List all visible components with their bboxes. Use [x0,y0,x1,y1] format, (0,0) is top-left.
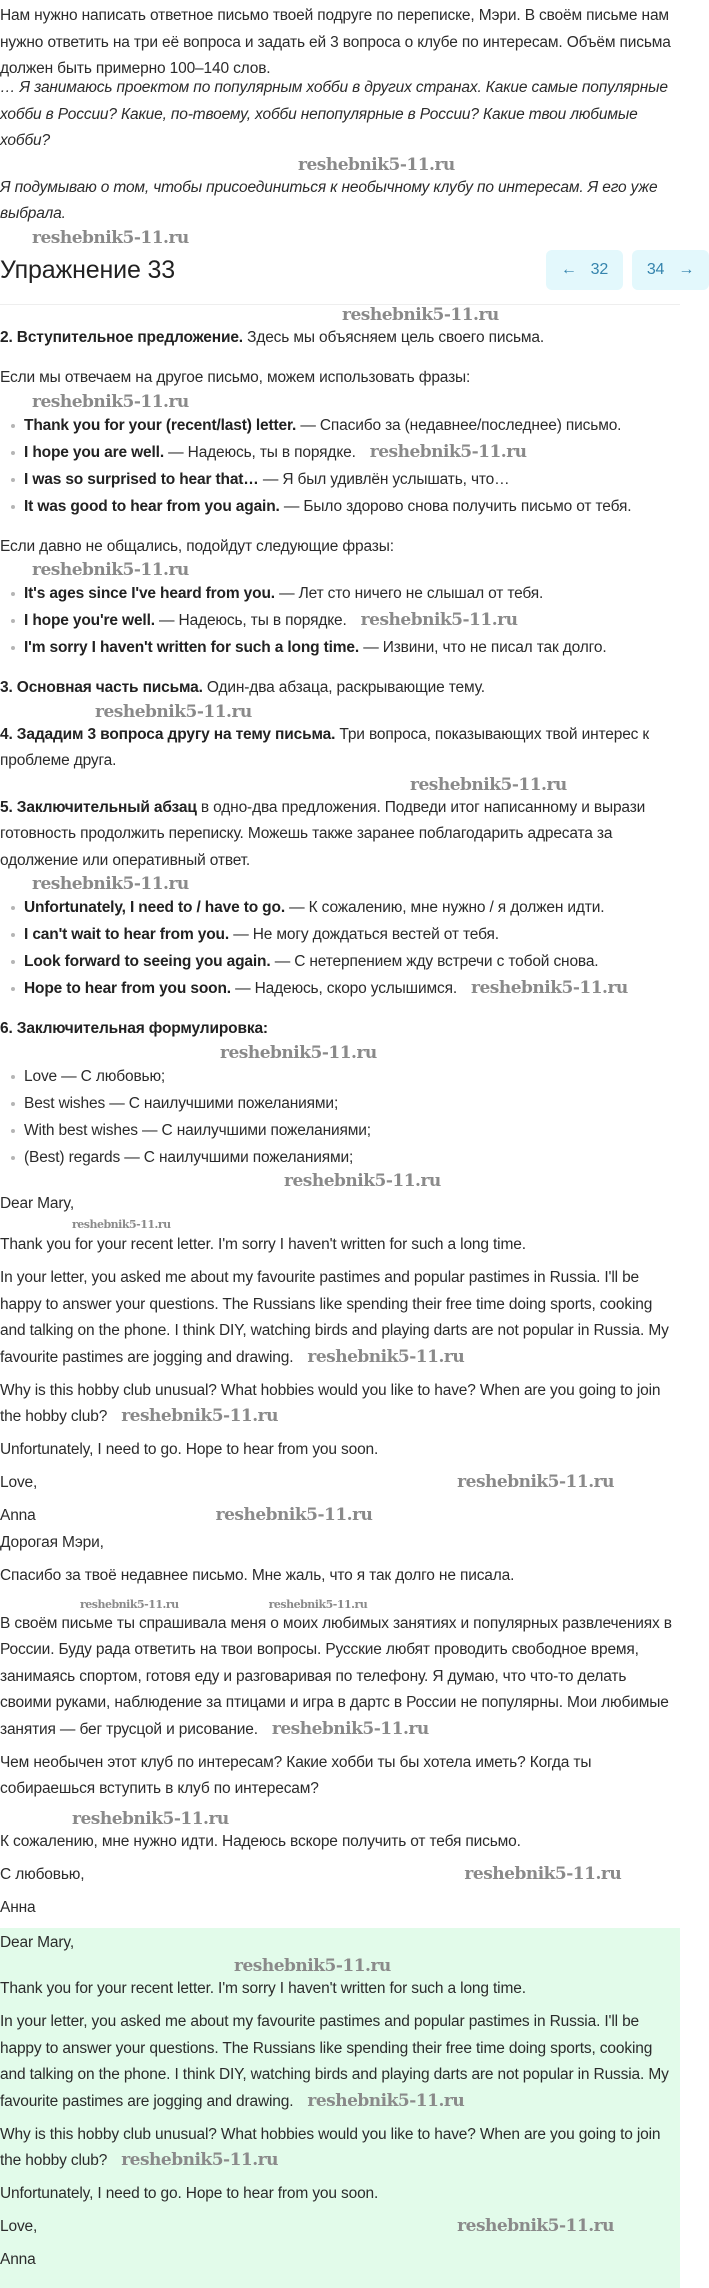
letter-paragraph: In your letter, you asked me about my favourite pastimes and popular pastimes in Russia. I'll be happy to answer your questions. The Russians like spending their free time doing sports, cooking and talking on the phone. I think DIY, watching birds and playing darts are not popular in Russia. My favourite pastimes are jogging and drawing. reshebnik5-11.ru [0,2013,669,2111]
watermark: reshebnik5-11.ru [215,1505,373,1525]
letter-greeting: Dear Mary, [0,1194,75,1212]
quote-paragraph-2: Я подумываю о том, чтобы присоединиться к необычному клубу по интересам. Я его уже выбрала. [0,178,658,222]
watermark: reshebnik5-11.ru [410,774,567,795]
watermark: reshebnik5-11.ru [369,441,527,462]
prev-exercise-label: 32 [590,260,609,278]
letter-paragraph: In your letter, you asked me about my favourite pastimes and popular pastimes in Russia. I'll be happy to answer your questions. The Russians like spending their free time doing sports, cooking and talking on the phone. I think DIY, watching birds and playing darts are not popular in Russia. My favourite pastimes are jogging and drawing. reshebnik5-11.ru [0,1269,669,1367]
list-item: It's ages since I've heard from you. — Лет сто ничего не слышал от тебя. [0,580,680,607]
watermark: reshebnik5-11.ru [457,1472,614,1492]
watermark: reshebnik5-11.ru [307,1346,465,1367]
section-4: 4. Зададим 3 вопроса другу на тему письма. Три вопроса, показывающих твой интерес к проблеме друга. [0,725,650,769]
letter-paragraph: Unfortunately, I need to go. Hope to hear from you soon. [0,1441,379,1458]
letter-closing: Love, reshebnik5-11.ru [0,2216,614,2236]
letter-signature: Анна [0,1899,36,1916]
list-item: It was good to hear from you again. — Было здорово снова получить письмо от тебя. [0,493,680,520]
list-item: Hope to hear from you soon. — Надеюсь, скоро услышимся. reshebnik5-11.ru [0,975,680,1002]
quote-paragraph-1: … Я занимаюсь проектом по популярным хобби в других странах. Какие самые популярные хобби в России? Какие, по-твоему, хобби непопулярные в России? Какие твои любимые хобби? [0,79,668,149]
letter-paragraph: Чем необычен этот клуб по интересам? Какие хобби ты бы хотела иметь? Когда ты собираешься вступить в клуб по интересам? [0,1753,592,1797]
guide [0,325,680,1191]
watermark: reshebnik5-11.ru [32,874,189,894]
watermark: reshebnik5-11.ru [470,978,628,998]
reply-phrases-list [0,412,680,520]
watermark: reshebnik5-11.ru [457,2216,614,2236]
letter-signature: Anna reshebnik5-11.ru [0,1505,373,1525]
letter-paragraph: К сожалению, мне нужно идти. Надеюсь вскоре получить от тебя письмо. [0,1833,521,1850]
watermark: reshebnik5-11.ru [72,1218,171,1231]
section-2-heading: 2. Вступительное предложение. [0,328,243,346]
letter-paragraph: Спасибо за твоё недавнее письмо. Мне жаль, что я так долго не писала. [0,1566,515,1584]
letter-paragraph: Why is this hobby club unusual? What hobbies would you like to have? When are you going to join the hobby club? reshebnik5-11.ru [0,2125,661,2170]
watermark: reshebnik5-11.ru [307,2090,465,2111]
next-exercise-button[interactable] [632,250,709,290]
letter-paragraph: Thank you for your recent letter. I'm sorry I haven't written for such a long time. [0,1236,526,1253]
letter-greeting: Dear Mary, [0,1933,75,1951]
list-item: I hope you are well. — Надеюсь, ты в порядке. reshebnik5-11.ru [0,439,680,466]
list-item: I can't wait to hear from you. — Не могу дождаться вестей от тебя. [0,921,680,948]
signoffs-list [0,1063,680,1171]
letter-signature: Anna [0,2251,36,2268]
list-item: Thank you for your (recent/last) letter. — Спасибо за (недавнее/последнее) письмо. [0,412,680,439]
answer-box [0,1928,680,2288]
page-title: Упражнение 33 [0,255,176,284]
letter-greeting: Дорогая Мэри, [0,1533,104,1551]
letter-paragraph: В своём письме ты спрашивала меня о моих любимых занятиях и популярных развлечениях в России. Буду рада ответить на твои вопросы. Русские любят проводить свободное время, занимаясь спортом, готовя еду и разговаривая по телефону. Я думаю, что что-то делать своими руками, наблюдение за птицами и игра в дартс в России не популярны. Мои любимые занятия — бег трусцой и рисование. reshebnik5-11.ru [0,1614,672,1739]
list-item: (Best) regards — С наилучшими пожеланиями; [0,1144,680,1171]
watermark: reshebnik5-11.ru [298,154,455,175]
watermark: reshebnik5-11.ru [284,1170,441,1191]
letter-russian [0,1530,680,1922]
section-2-text: Здесь мы объясняем цель своего письма. [242,328,545,346]
arrow-right-icon: → [678,260,695,278]
list-item: I was so surprised to hear that… — Я был удивлён услышать, что… [0,466,680,493]
watermark: reshebnik5-11.ru [72,1809,229,1829]
watermark-row [0,1596,680,1611]
arrow-left-icon: ← [560,260,577,278]
task-text [0,3,680,77]
watermark: reshebnik5-11.ru [80,1597,179,1611]
section-3: 3. Основная часть письма. Один-два абзаца, раскрывающие тему. [0,679,485,696]
letter-paragraph: Unfortunately, I need to go. Hope to hear from you soon. [0,2185,379,2202]
watermark: reshebnik5-11.ru [121,2150,278,2170]
section-5: 5. Заключительный абзац в одно-два предложения. Подведи итог написанному и вырази готовность продолжить переписку. Можешь также заранее поблагодарить адресата за одолжение или оперативный ответ. [0,798,646,869]
watermark: reshebnik5-11.ru [234,1956,391,1976]
prev-exercise-button[interactable] [546,250,623,290]
watermark: reshebnik5-11.ru [121,1406,278,1426]
list-item: Look forward to seeing you again. — С нетерпением жду встречи с тобой снова. [0,948,680,975]
reply-intro: Если мы отвечаем на другое письмо, можем использовать фразы: [0,369,471,386]
watermark: reshebnik5-11.ru [360,610,518,630]
watermark: reshebnik5-11.ru [271,1718,429,1739]
watermark: reshebnik5-11.ru [220,1042,377,1063]
watermark: reshebnik5-11.ru [95,701,252,722]
next-exercise-label: 34 [646,260,665,278]
watermark: reshebnik5-11.ru [32,391,189,412]
letter-paragraph: Thank you for your recent letter. I'm sorry I haven't written for such a long time. [0,1980,526,1997]
long-phrases-list [0,580,680,661]
watermark: reshebnik5-11.ru [32,560,189,580]
list-item: With best wishes — С наилучшими пожеланиями; [0,1117,680,1144]
list-item: Love — С любовью; [0,1063,680,1090]
watermark: reshebnik5-11.ru [268,1597,368,1611]
task-quote [0,75,680,228]
list-item: I hope you're well. — Надеюсь, ты в порядке. reshebnik5-11.ru [0,607,680,634]
watermark: reshebnik5-11.ru [342,304,499,325]
watermark: reshebnik5-11.ru [32,227,189,248]
list-item: I'm sorry I haven't written for such a long time. — Извини, что не писал так долго. [0,634,680,661]
watermark: reshebnik5-11.ru [464,1864,622,1884]
letter-closing: С любовью, reshebnik5-11.ru [0,1864,622,1884]
letter-closing: Love, reshebnik5-11.ru [0,1472,614,1492]
letter-english [0,1191,680,1530]
list-item: Unfortunately, I need to / have to go. — К сожалению, мне нужно / я должен идти. [0,894,680,921]
list-item: Best wishes — С наилучшими пожеланиями; [0,1090,680,1117]
exercise-header [0,250,695,290]
section-6: 6. Заключительная формулировка: [0,1020,268,1037]
section-2 [0,325,680,352]
closing-phrases-list [0,894,680,1002]
long-intro: Если давно не общались, подойдут следующие фразы: [0,537,394,555]
task-paragraph: Нам нужно написать ответное письмо твоей подруге по переписке, Мэри. В своём письме нам нужно ответить на три её вопроса и задать ей 3 вопроса о клубе по интересам. Объём письма должен быть примерно 100–140 слов. [0,7,671,77]
letter-paragraph: Why is this hobby club unusual? What hobbies would you like to have? When are you going to join the hobby club? reshebnik5-11.ru [0,1381,661,1426]
